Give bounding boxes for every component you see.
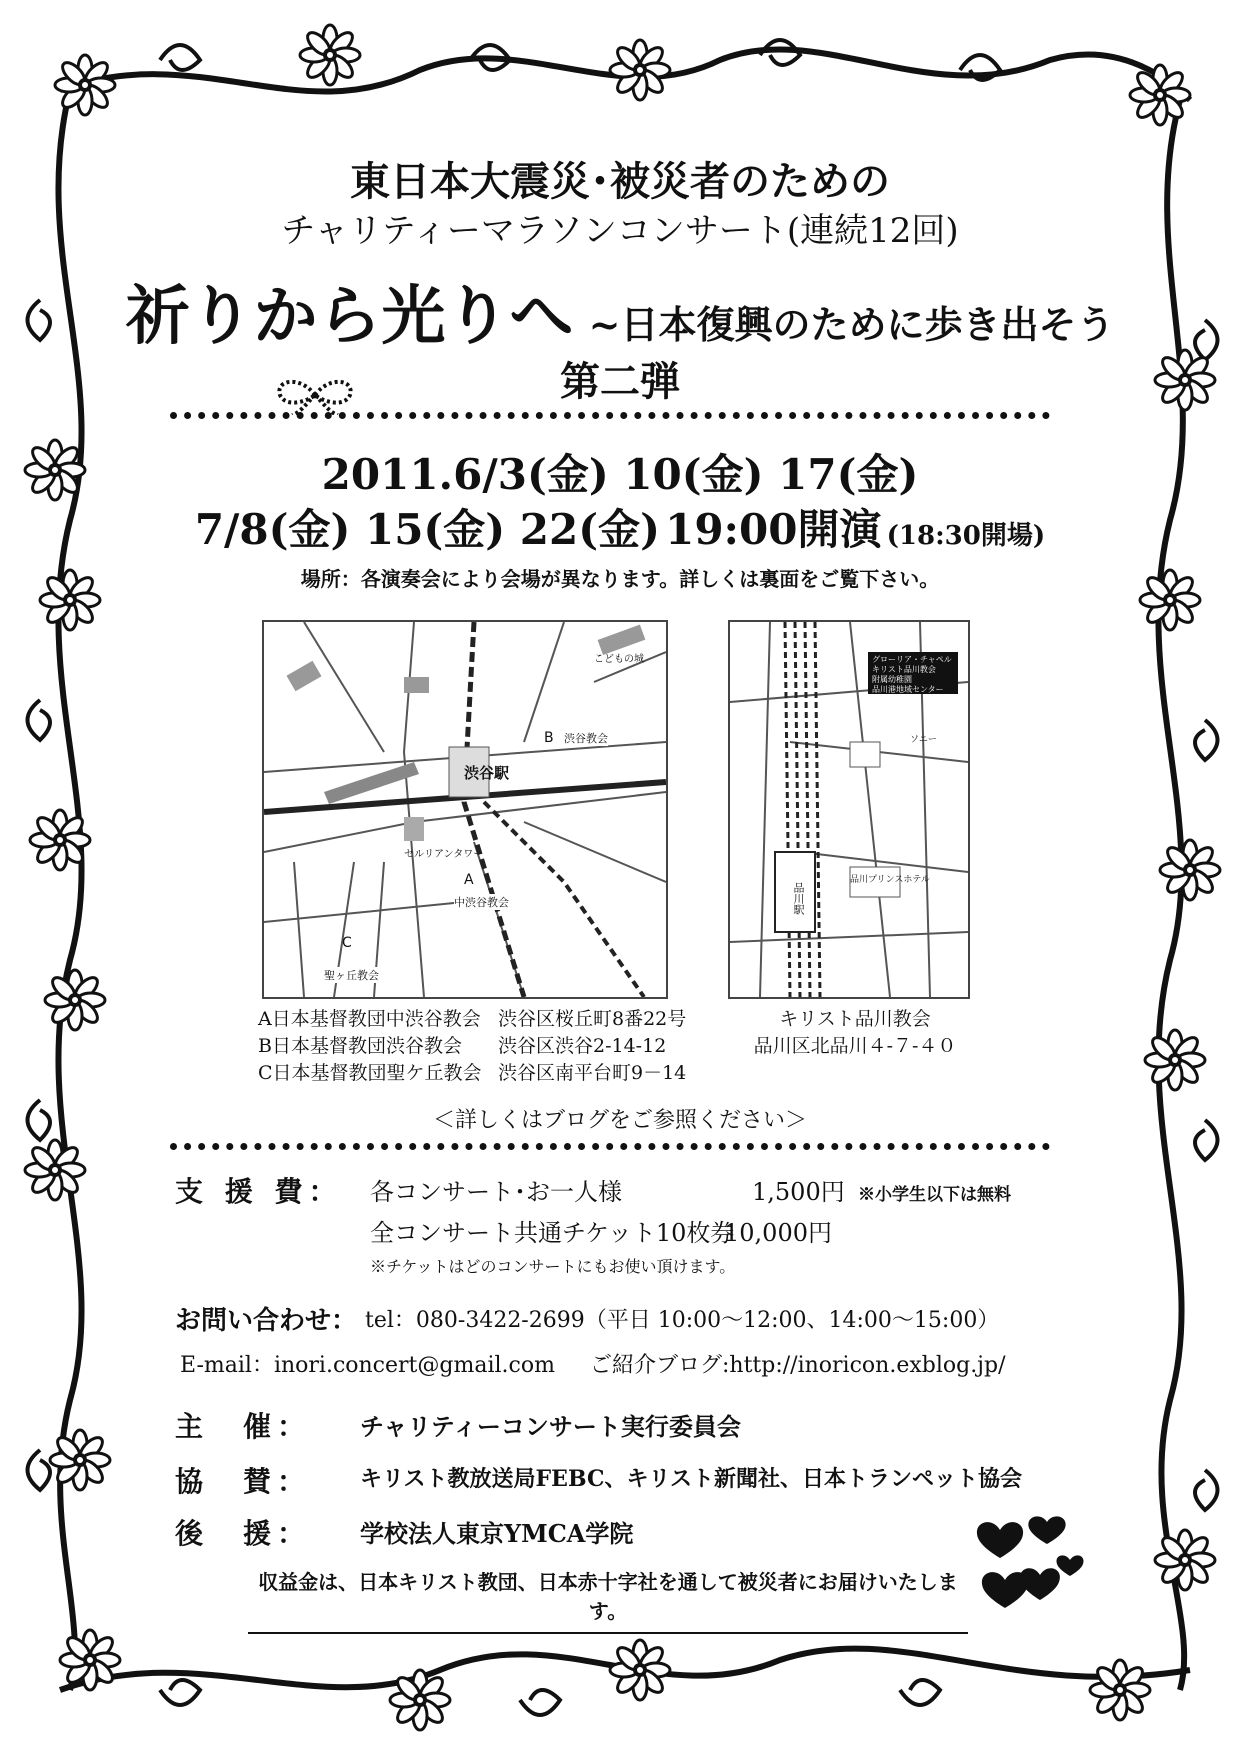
contact-tel[interactable]: tel：080-3422-2699（平日 10:00～12:00、14:00～15:00） — [365, 1308, 1000, 1333]
blog-note: ＜詳しくはブログをご参照ください＞ — [432, 1108, 807, 1133]
sponsor-value: キリスト教放送局FEBC、キリスト新聞社、日本トランペット協会 — [360, 1466, 1023, 1492]
organizer-value: チャリティーコンサート実行委員会 — [360, 1412, 741, 1441]
fee-note2: ※チケットはどのコンサートにもお使い頂けます。 — [370, 1257, 736, 1276]
church-a: A日本基督教団中渋谷教会 渋谷区桜丘町8番22号 — [258, 1008, 687, 1030]
map-label-shinagawa-station: 品川駅 — [792, 882, 805, 915]
title-sub: ~日本復興のために歩き出そう — [588, 302, 1115, 347]
series-label: 第二弾 — [560, 358, 680, 405]
dates-line2 — [0, 497, 1240, 557]
contact-email[interactable]: E-mail：inori.concert@gmail.com — [180, 1353, 555, 1378]
support-value: 学校法人東京YMCA学院 — [360, 1519, 634, 1548]
ribbon-icon — [270, 375, 360, 415]
map-label-prince: 品川プリンスホテル — [850, 875, 930, 885]
map-label-nakashibuya-church: 中渋谷教会 — [454, 896, 509, 909]
church-list — [258, 1006, 686, 1087]
map-label-hijirigaoka-church: 聖ヶ丘教会 — [324, 969, 379, 982]
divider-top — [170, 412, 1050, 419]
map-label-gloria: グローリア・チャペル キリスト品川教会 附属幼稚園 品川港地域センター — [872, 655, 952, 694]
pin-b: B — [544, 730, 554, 746]
start-time: 19:00開演 — [665, 505, 882, 554]
map-label-kodomo: こどもの城 — [594, 654, 644, 665]
map-label-station: 渋谷駅 — [464, 764, 510, 782]
pin-c: C — [342, 935, 352, 951]
fee-label: 支 援 費： — [175, 1175, 343, 1208]
map-label-shibuya-church: 渋谷教会 — [564, 732, 608, 745]
fee-item2: 全コンサート共通チケット10枚券 — [370, 1219, 735, 1247]
pin-a: A — [464, 872, 474, 888]
map-shinagawa — [728, 620, 970, 999]
map-label-cerulean: セルリアンタワー — [404, 849, 484, 860]
contact-label: お問い合わせ： — [175, 1306, 358, 1336]
fee-price1: 1,500円 — [752, 1178, 845, 1206]
support-label: 後 援： — [175, 1517, 312, 1550]
header-line1: 東日本大震災･被災者のための — [350, 158, 890, 205]
church-c: C日本基督教団聖ケ丘教会 渋谷区南平台町9－14 — [258, 1062, 687, 1084]
fee-price2: 10,000円 — [724, 1219, 832, 1247]
doors-time: (18:30開場) — [886, 521, 1046, 551]
title-main: 祈りから光りへ — [125, 279, 574, 354]
sponsor-label: 協 賛： — [175, 1465, 312, 1498]
hearts-icon — [975, 1500, 1085, 1620]
fee-item1: 各コンサート･お一人様 — [370, 1178, 622, 1206]
fee-note1: ※小学生以下は無料 — [858, 1185, 1011, 1205]
organizer-label: 主 催： — [175, 1410, 312, 1443]
dates-july: 7/8(金) 15(金) 22(金) — [194, 505, 660, 554]
venue-note: 場所：各演奏会により会場が異なります。詳しくは裏面をご覧下さい。 — [300, 567, 940, 591]
dates-line1: 2011.6/3(金) 10(金) 17(金) — [321, 450, 919, 499]
header-line2: チャリティーマラソンコンサート(連続12回) — [281, 211, 959, 251]
church-shinagawa: キリスト品川教会 品川区北品川４-７-４０ — [753, 1008, 957, 1057]
map-label-sony: ソニー — [910, 735, 937, 745]
map-shibuya — [262, 620, 668, 999]
main-title — [0, 265, 1240, 357]
church-b: B日本基督教団渋谷教会 渋谷区渋谷2-14-12 — [258, 1035, 667, 1057]
divider-middle — [170, 1143, 1050, 1150]
footer-note: 収益金は、日本キリスト教団、日本赤十字社を通して被災者にお届けいたします。 — [248, 1566, 968, 1634]
contact-blog[interactable]: ご紹介ブログ:http://inoricon.exblog.jp/ — [590, 1353, 1006, 1378]
